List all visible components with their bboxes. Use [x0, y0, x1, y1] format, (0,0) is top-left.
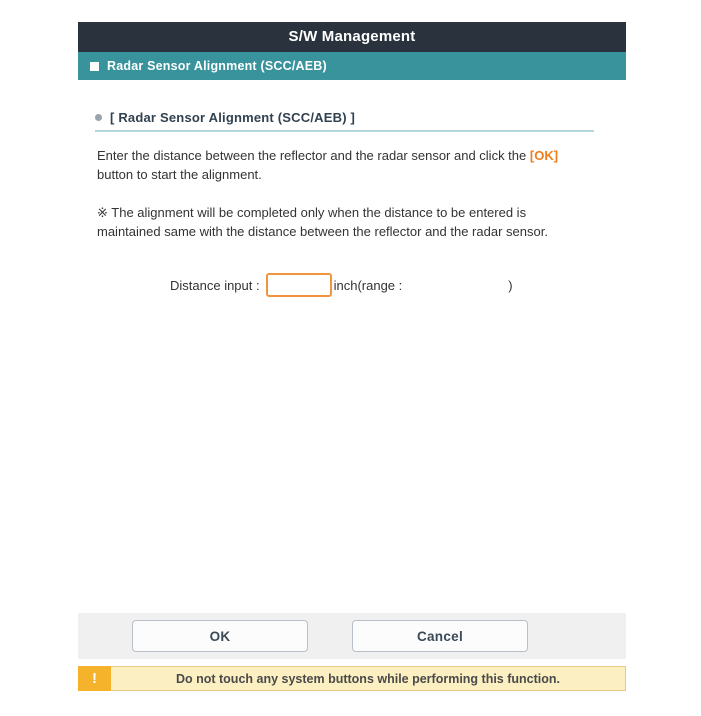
warning-message: Do not touch any system buttons while performing this function.: [111, 666, 626, 691]
sw-management-panel: [78, 22, 626, 692]
instruction-before-ok: Enter the distance between the reflector and the radar sensor and click the: [97, 148, 530, 163]
warning-bar: [78, 666, 626, 691]
ok-keyword-highlight: [OK]: [529, 148, 559, 163]
section-title-row: [95, 110, 626, 125]
instruction-text: [97, 146, 591, 184]
distance-input-field[interactable]: [266, 273, 332, 297]
instruction-after-ok: button to start the alignment.: [97, 167, 262, 182]
distance-input-row: [170, 272, 626, 298]
circle-bullet-icon: [95, 114, 102, 121]
function-title: Radar Sensor Alignment (SCC/AEB): [107, 59, 327, 73]
ok-button[interactable]: OK: [132, 620, 308, 652]
distance-unit-suffix: ): [508, 277, 513, 293]
square-bullet-icon: [90, 62, 99, 71]
button-strip: [78, 613, 626, 659]
section-underline: [95, 130, 594, 132]
distance-input-label: Distance input :: [170, 277, 260, 293]
distance-unit-prefix: inch(range :: [333, 277, 403, 293]
page-title: S/W Management: [78, 22, 626, 52]
cancel-button[interactable]: Cancel: [352, 620, 528, 652]
note-text: ※ The alignment will be completed only when the distance to be entered is maintained same with the distance between the reflector and the radar sensor.: [97, 205, 548, 239]
function-title-bar: [78, 52, 626, 80]
exclamation-icon: !: [78, 666, 111, 691]
section-title: [ Radar Sensor Alignment (SCC/AEB) ]: [110, 110, 356, 125]
